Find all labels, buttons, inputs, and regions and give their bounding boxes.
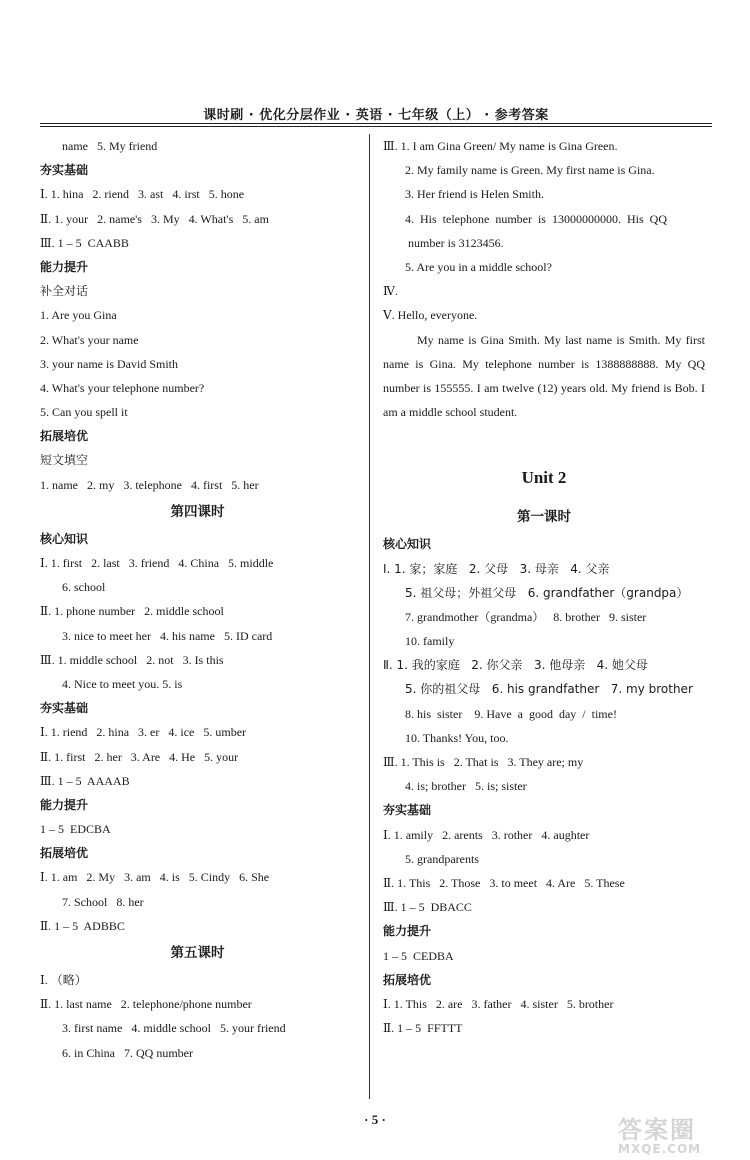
answer-line: 补全对话	[40, 284, 89, 299]
section-heading: 能力提升	[40, 259, 89, 274]
answer-line: number is 3123456.	[408, 235, 504, 250]
header-rule	[40, 123, 712, 127]
lesson-title: 第四课时	[170, 503, 225, 520]
answer-line: 6. school	[62, 580, 106, 595]
section-heading: 能力提升	[40, 797, 89, 812]
answer-line: 3. Her friend is Helen Smith.	[405, 187, 544, 202]
section-heading: 夯实基础	[383, 803, 432, 818]
answer-line: 10. Thanks! You, too.	[405, 730, 509, 745]
answer-line: Ⅰ. （略）	[40, 973, 87, 987]
answer-line: 7. grandmother（grandma） 8. brother 9. sister	[405, 609, 647, 624]
answer-line: Ⅲ. 1. This is 2. That is 3. They are; my	[383, 755, 584, 769]
answer-line: Ⅱ. 1. first 2. her 3. Are 4. He 5. your	[40, 749, 239, 764]
answer-line: Ⅱ. 1. 我的家庭 2. 你父亲 3. 他母亲 4. 她父母	[383, 658, 648, 673]
answer-line: 1 – 5 EDCBA	[40, 822, 111, 837]
lesson-title: 第一课时	[517, 509, 571, 526]
answer-line: 短文填空	[40, 453, 89, 468]
answer-line: Ⅴ. Hello, everyone.	[383, 308, 478, 323]
answer-line: Ⅰ. 1. am 2. My 3. am 4. is 5. Cindy 6. She	[40, 870, 270, 885]
answer-line: Ⅰ. 1. amily 2. arents 3. rother 4. aughter	[383, 827, 590, 842]
section-heading: 拓展培优	[383, 972, 432, 987]
answer-line: Ⅰ. 1. riend 2. hina 3. er 4. ice 5. umber	[40, 725, 247, 740]
answer-line: 1. Are you Gina	[40, 308, 117, 323]
essay-paragraph: My name is Gina Smith. My last name is Smith. My first name is Gina. My telephone number is 1388888888. My QQ number is 155555. I am twelve (12) years old. My friend is Bob. I am a middle school student.	[383, 332, 705, 420]
answer-line: Ⅱ. 1 – 5 ADBBC	[40, 918, 125, 933]
answer-line: 8. his sister 9. Have a good day / time!	[405, 706, 617, 721]
answer-line: Ⅰ. 1. This 2. are 3. father 4. sister 5. brother	[383, 996, 614, 1011]
answer-line: 5. grandparents	[405, 851, 479, 866]
answer-line: 3. your name is David Smith	[40, 356, 178, 371]
page-number: · 5 ·	[364, 1112, 386, 1127]
answer-line: 5. Can you spell it	[40, 405, 128, 420]
lesson-title: 第五课时	[170, 945, 225, 961]
answer-line: Ⅲ. 1 – 5 DBACC	[383, 900, 472, 915]
answer-line: Ⅲ. 1. middle school 2. not 3. Is this	[40, 652, 224, 667]
answer-line: name 5. My friend	[62, 139, 158, 153]
section-heading: 拓展培优	[40, 846, 89, 861]
answer-line: 1. name 2. my 3. telephone 4. first 5. her	[40, 477, 259, 492]
answer-line: 1 – 5 CEDBA	[383, 948, 454, 963]
section-heading: 夯实基础	[40, 163, 89, 178]
answer-line: Ⅱ. 1. last name 2. telephone/phone number	[40, 997, 252, 1012]
answer-line: 4. is; brother 5. is; sister	[405, 779, 527, 794]
left-column	[40, 134, 355, 1065]
answer-line: Ⅱ. 1. This 2. Those 3. to meet 4. Are 5. These	[383, 875, 625, 890]
answer-line: Ⅱ. 1. phone number 2. middle school	[40, 604, 224, 619]
right-column	[383, 134, 705, 1040]
answer-line: Ⅳ.	[383, 284, 398, 299]
answer-line: 4. Nice to meet you. 5. is	[62, 676, 183, 691]
section-heading: 拓展培优	[40, 429, 89, 444]
watermark-logo: 答案圈 MXQE.COM	[618, 1116, 702, 1156]
answer-line: 7. School 8. her	[62, 894, 144, 909]
answer-line: 5. 祖父母；外祖父母 6. grandfather（grandpa）	[405, 585, 689, 600]
column-divider	[369, 134, 370, 1099]
section-heading: 核心知识	[40, 531, 89, 546]
answer-line: Ⅱ. 1. your 2. name's 3. My 4. What's 5. am	[40, 211, 269, 226]
answer-line: 10. family	[405, 634, 455, 649]
section-heading: 能力提升	[383, 924, 432, 939]
unit-title: Unit 2	[521, 468, 567, 488]
answer-line: 2. My family name is Green. My first name is Gina.	[405, 163, 655, 178]
answer-line: 3. first name 4. middle school 5. your friend	[62, 1021, 286, 1036]
answer-line: 6. in China 7. QQ number	[62, 1045, 193, 1060]
section-heading: 核心知识	[383, 537, 432, 552]
answer-line: Ⅰ. 1. first 2. last 3. friend 4. China 5. middle	[40, 556, 274, 570]
answer-line: 4. His telephone number is 13000000000. His QQ	[405, 211, 667, 226]
answer-line: Ⅰ. 1. hina 2. riend 3. ast 4. irst 5. hone	[40, 187, 245, 202]
answer-line: Ⅲ. 1 – 5 CAABB	[40, 235, 129, 250]
answer-line: 2. What's your name	[40, 332, 139, 347]
answer-line: 3. nice to meet her 4. his name 5. ID card	[62, 628, 273, 643]
answer-line: Ⅱ. 1 – 5 FFTTT	[383, 1021, 463, 1036]
section-heading: 夯实基础	[40, 701, 89, 716]
answer-line: 4. What's your telephone number?	[40, 380, 205, 395]
answer-line: Ⅰ. 1. 家；家庭 2. 父母 3. 母亲 4. 父亲	[383, 561, 610, 576]
page-header: 课时刷 · 优化分层作业 · 英语 · 七年级（上） · 参考答案	[203, 108, 549, 123]
answer-line: Ⅲ. 1. I am Gina Green/ My name is Gina Green.	[383, 139, 618, 153]
answer-line: 5. 你的祖父母 6. his grandfather 7. my brother	[405, 682, 693, 697]
answer-line: 5. Are you in a middle school?	[405, 259, 552, 274]
answer-line: Ⅲ. 1 – 5 AAAAB	[40, 773, 130, 788]
